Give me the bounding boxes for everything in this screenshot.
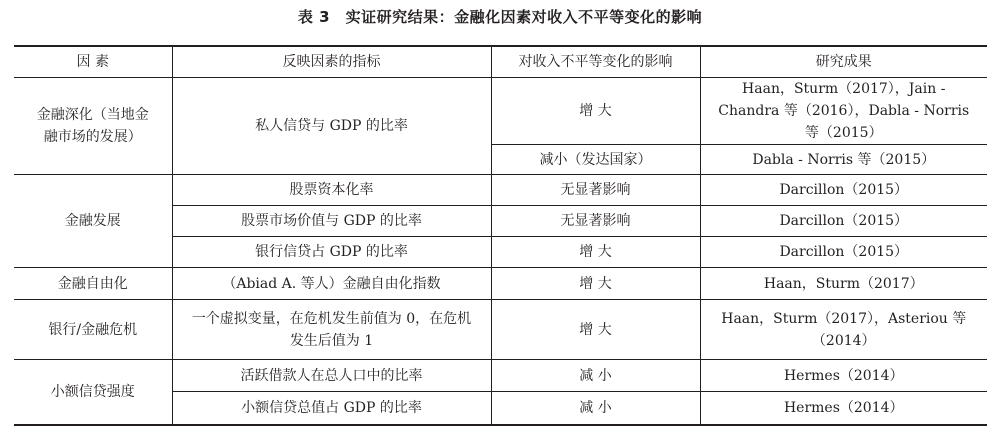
effect-cell: 无显著影响 bbox=[491, 175, 700, 206]
factor-cell-deepening bbox=[14, 78, 172, 175]
header-row bbox=[14, 46, 987, 78]
table-row bbox=[14, 300, 987, 360]
indicator-cell: 股票资本化率 bbox=[172, 175, 491, 206]
research-cell bbox=[700, 78, 987, 145]
effect-cell: 增 大 bbox=[491, 78, 700, 145]
factor-label: 金融深化（当地金融市场的发展） bbox=[36, 107, 149, 145]
indicator-cell: 银行信贷占 GDP 的比率 bbox=[172, 237, 491, 268]
indicator-cell: 私人信贷与 GDP 的比率 bbox=[172, 78, 491, 175]
effect-cell: 无显著影响 bbox=[491, 206, 700, 237]
research-cell: Haan，Sturm（2017），Asteriou 等（2014） bbox=[700, 300, 987, 360]
research-label: Haan，Sturm（2017），Jain - Chandra 等（2016），Dabla - Norris 等（2015） bbox=[718, 81, 970, 141]
research-cell: Haan，Sturm（2017） bbox=[700, 268, 987, 300]
header-effect: 对收入不平等变化的影响 bbox=[491, 46, 700, 78]
indicator-cell: 股票市场价值与 GDP 的比率 bbox=[172, 206, 491, 237]
results-table bbox=[14, 45, 987, 426]
effect-cell: 减 小 bbox=[491, 392, 700, 425]
research-cell: Darcillon（2015） bbox=[700, 237, 987, 268]
table-row bbox=[14, 78, 987, 145]
research-cell: Hermes（2014） bbox=[700, 392, 987, 425]
factor-cell-microcredit: 小额信贷强度 bbox=[14, 360, 172, 425]
table-row bbox=[14, 360, 987, 392]
table-row bbox=[14, 175, 987, 206]
factor-cell-liberalization: 金融自由化 bbox=[14, 268, 172, 300]
table-row bbox=[14, 268, 987, 300]
header-factor: 因 素 bbox=[14, 46, 172, 78]
indicator-cell: 活跃借款人在总人口中的比率 bbox=[172, 360, 491, 392]
research-cell: Dabla - Norris 等（2015） bbox=[700, 145, 987, 175]
research-cell: Darcillon（2015） bbox=[700, 206, 987, 237]
indicator-label: 一个虚拟变量，在危机发生前值为 0，在危机发生后值为 1 bbox=[191, 310, 472, 349]
header-research: 研究成果 bbox=[700, 46, 987, 78]
research-cell: Darcillon（2015） bbox=[700, 175, 987, 206]
effect-cell: 增 大 bbox=[491, 268, 700, 300]
indicator-cell bbox=[172, 300, 491, 360]
indicator-cell: （Abiad A. 等人）金融自由化指数 bbox=[172, 268, 491, 300]
factor-cell-development: 金融发展 bbox=[14, 175, 172, 268]
indicator-cell: 小额信贷总值占 GDP 的比率 bbox=[172, 392, 491, 425]
effect-cell: 增 大 bbox=[491, 237, 700, 268]
research-cell: Hermes（2014） bbox=[700, 360, 987, 392]
table-caption: 表 3 实证研究结果：金融化因素对收入不平等变化的影响 bbox=[297, 8, 703, 26]
factor-cell-crisis: 银行/金融危机 bbox=[14, 300, 172, 360]
effect-cell: 减 小 bbox=[491, 360, 700, 392]
effect-cell: 增 大 bbox=[491, 300, 700, 360]
effect-cell: 减小（发达国家） bbox=[491, 145, 700, 175]
header-indicator: 反映因素的指标 bbox=[172, 46, 491, 78]
